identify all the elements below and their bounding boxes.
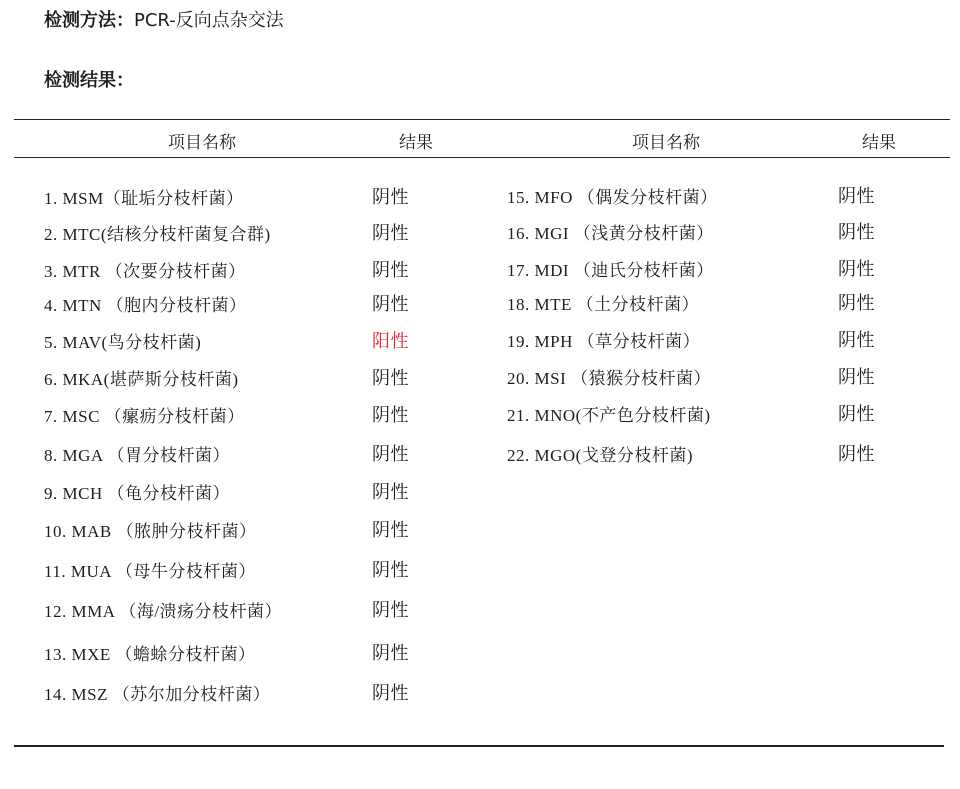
header-item-name-left: 项目名称 bbox=[168, 133, 236, 153]
left-row-item-name: 8. MGA （胃分枝杆菌） bbox=[44, 446, 230, 465]
left-row-item-name: 5. MAV(鸟分枝杆菌) bbox=[44, 333, 202, 352]
left-row-item-name: 11. MUA （母牛分枝杆菌） bbox=[44, 562, 256, 581]
right-row-result: 阴性 bbox=[838, 293, 875, 314]
left-row-item-name: 4. MTN （胞内分枝杆菌） bbox=[44, 296, 247, 315]
right-row-result: 阴性 bbox=[838, 259, 875, 280]
right-row-item-name: 15. MFO （偶发分枝杆菌） bbox=[507, 188, 718, 207]
right-row-item-name: 22. MGO(戈登分枝杆菌) bbox=[507, 446, 693, 465]
right-row-result: 阴性 bbox=[838, 186, 875, 207]
left-row-item-name: 12. MMA （海/溃疡分枝杆菌） bbox=[44, 602, 283, 621]
left-row-item-name: 1. MSM（耻垢分枝杆菌） bbox=[44, 189, 244, 208]
right-row-result: 阴性 bbox=[838, 404, 875, 425]
header-item-name-right: 项目名称 bbox=[632, 133, 700, 153]
header-result-right: 结果 bbox=[862, 133, 896, 153]
left-row-result: 阴性 bbox=[372, 223, 409, 244]
left-row-item-name: 9. MCH （龟分枝杆菌） bbox=[44, 484, 230, 503]
header-result-left: 结果 bbox=[399, 133, 433, 153]
left-row-result: 阴性 bbox=[372, 683, 409, 704]
left-row-result: 阴性 bbox=[372, 444, 409, 465]
right-row-result: 阴性 bbox=[838, 330, 875, 351]
right-row-item-name: 20. MSI （猿猴分枝杆菌） bbox=[507, 369, 711, 388]
left-row-result: 阴性 bbox=[372, 482, 409, 503]
right-row-result: 阴性 bbox=[838, 367, 875, 388]
left-row-result: 阴性 bbox=[372, 368, 409, 389]
table-bottom-rule bbox=[14, 745, 944, 747]
right-row-item-name: 17. MDI （迪氏分枝杆菌） bbox=[507, 261, 714, 280]
right-row-item-name: 19. MPH （草分枝杆菌） bbox=[507, 332, 701, 351]
left-row-result: 阴性 bbox=[372, 260, 409, 281]
left-row-result: 阴性 bbox=[372, 643, 409, 664]
right-row-item-name: 18. MTE （土分枝杆菌） bbox=[507, 295, 700, 314]
left-row-result: 阳性 bbox=[372, 331, 409, 352]
left-row-result: 阴性 bbox=[372, 520, 409, 541]
right-row-item-name: 16. MGI （浅黄分枝杆菌） bbox=[507, 224, 714, 243]
left-row-item-name: 3. MTR （次要分枝杆菌） bbox=[44, 262, 246, 281]
right-row-result: 阴性 bbox=[838, 444, 875, 465]
left-row-result: 阴性 bbox=[372, 294, 409, 315]
left-row-item-name: 2. MTC(结核分枝杆菌复合群) bbox=[44, 225, 271, 244]
left-row-item-name: 14. MSZ （苏尔加分枝杆菌） bbox=[44, 685, 271, 704]
table-header-rule bbox=[14, 157, 950, 158]
right-row-item-name: 21. MNO(不产色分枝杆菌) bbox=[507, 406, 711, 425]
detection-method bbox=[44, 6, 284, 32]
results-heading: 检测结果： bbox=[44, 70, 134, 91]
right-row-result: 阴性 bbox=[838, 222, 875, 243]
left-row-result: 阴性 bbox=[372, 600, 409, 621]
left-row-result: 阴性 bbox=[372, 405, 409, 426]
detection-method-label: 检测方法： bbox=[44, 10, 134, 31]
left-row-item-name: 10. MAB （脓肿分枝杆菌） bbox=[44, 522, 257, 541]
left-row-result: 阴性 bbox=[372, 187, 409, 208]
left-row-item-name: 7. MSC （瘰疬分枝杆菌） bbox=[44, 407, 245, 426]
left-row-item-name: 13. MXE （蟾蜍分枝杆菌） bbox=[44, 645, 256, 664]
left-row-item-name: 6. MKA(堪萨斯分枝杆菌) bbox=[44, 370, 239, 389]
detection-method-value: PCR-反向点杂交法 bbox=[134, 10, 284, 31]
left-row-result: 阴性 bbox=[372, 560, 409, 581]
table-top-rule bbox=[14, 119, 950, 120]
